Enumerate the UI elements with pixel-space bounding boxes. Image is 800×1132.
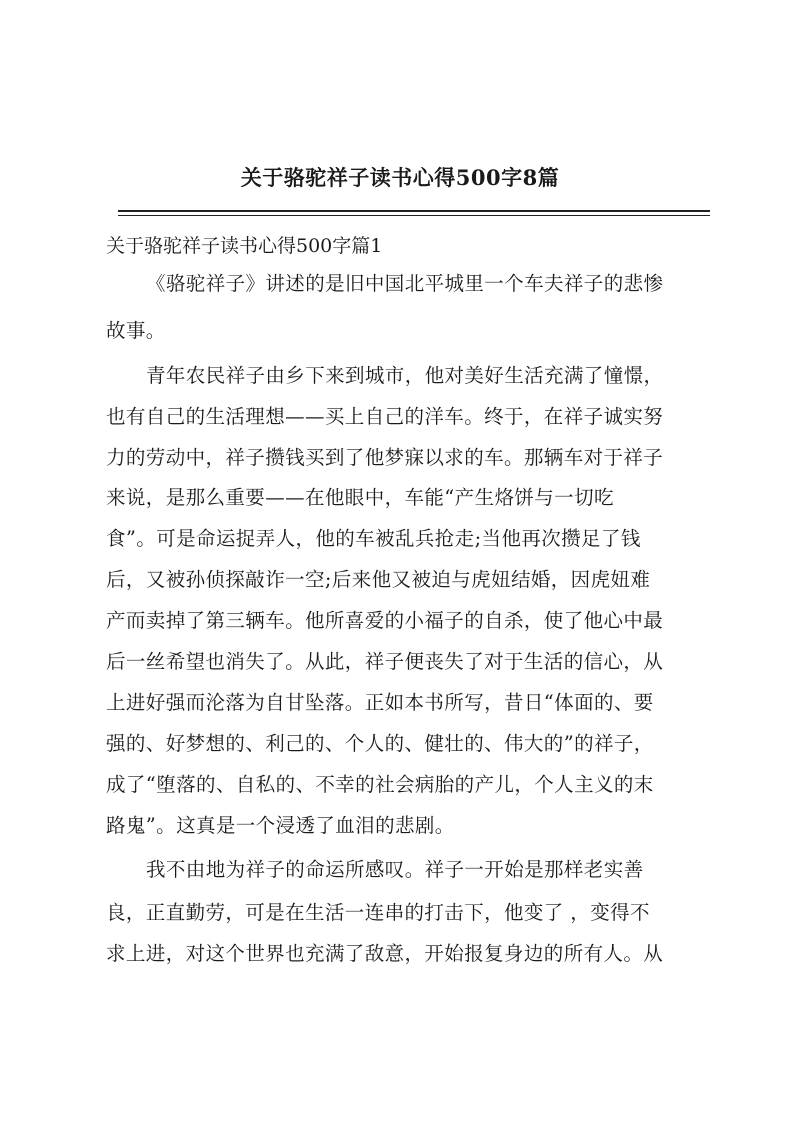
body-line: 强的、好梦想的、利己的、个人的、健壮的、伟大的”的祥子，: [106, 732, 654, 755]
body-line: 《骆驼祥子》讲述的是旧中国北平城里一个车夫祥子的悲惨: [146, 272, 664, 295]
body-line: 产而卖掉了第三辆车。他所喜爱的小福子的自杀，使了他心中最: [106, 609, 664, 632]
body-line: 也有自己的生活理想——买上自己的洋车。终于，在祥子诚实努: [106, 405, 664, 428]
body-line: 路鬼”。这真是一个浸透了血泪的悲剧。: [106, 814, 455, 837]
body-line: 我不由地为祥子的命运所感叹。祥子一开始是那样老实善: [146, 858, 644, 881]
body-line: 青年农民祥子由乡下来到城市，他对美好生活充满了憧憬，: [146, 364, 664, 387]
title-divider-thick: [118, 210, 710, 212]
document-title: 关于骆驼祥子读书心得500字8篇: [240, 165, 560, 190]
title-divider-thin: [118, 215, 710, 216]
body-line: 后一丝希望也消失了。从此，祥子便丧失了对于生活的信心，从: [106, 650, 664, 673]
body-line: 良，正直勤劳，可是在生活一连串的打击下，他变了 ，变得不: [106, 901, 650, 924]
body-line: 来说，是那么重要——在他眼中，车能“产生烙饼与一切吃: [106, 486, 614, 509]
body-line: 上进好强而沦落为自甘坠落。正如本书所写，昔日“体面的、要: [106, 691, 654, 714]
body-line: 求上进，对这个世界也充满了敌意，开始报复身边的所有人。从: [106, 942, 664, 965]
section-heading: 关于骆驼祥子读书心得500字篇1: [106, 235, 383, 257]
body-line: 食”。可是命运捉弄人，他的车被乱兵抢走;当他再次攒足了钱: [106, 527, 641, 550]
body-line: 成了“堕落的、自私的、不幸的社会病胎的产儿，个人主义的末: [106, 773, 654, 796]
body-line: 故事。: [106, 319, 166, 342]
body-line: 后，又被孙侦探敲诈一空;后来他又被迫与虎妞结婚，因虎妞难: [106, 568, 651, 591]
body-line: 力的劳动中，祥子攒钱买到了他梦寐以求的车。那辆车对于祥子: [106, 446, 664, 469]
